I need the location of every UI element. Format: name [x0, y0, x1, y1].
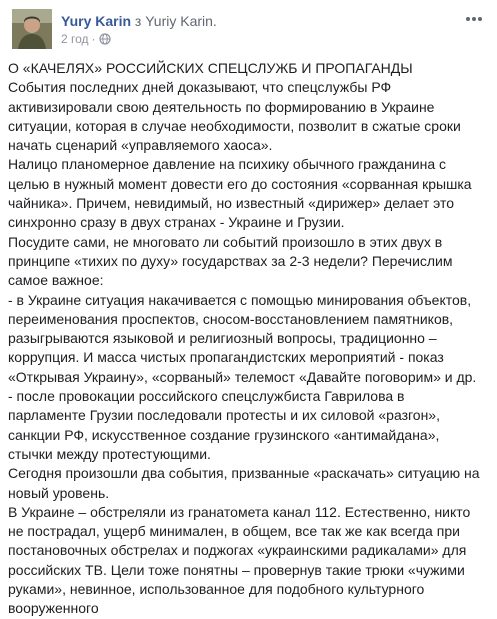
post-paragraph: - в Украине ситуация накачивается с помощью минирования объектов, переименования проспектов, сносом-восстановлением памятников, разыгрываются языковой и религиозный вопросы, традиционно – коррупция. И масса чистых пропагандистских мероприятий - показ «Открывая Украину», «сорваный» телемост «Давайте поговорим» и др. [8, 291, 477, 385]
post-text [8, 59, 490, 619]
post-author-line [61, 12, 217, 30]
post-paragraph: Посудите сами, не многовато ли событий произошло в этих двух в принципе «тихих по духу» государствах за 2-3 недели? Перечислим самое важное: [8, 233, 453, 289]
post-paragraph: - после провокации российского спецслужбиста Гаврилова в парламенте Грузии последовали протесты и их силовой «разгон», санкции РФ, искусственное создание грузинского «антимайдана», стычки между протестующими. [8, 388, 440, 462]
avatar-photo [12, 9, 52, 49]
post-paragraph: В Украине – обстреляли из гранатомета канал 112. Естественно, никто не пострадал, ущерб минимален, в общем, все так же как всегда при постановочных обстрелах и поджогах «украинскими радикалами» для российских ТВ. Цели тоже понятны – провернув такие трюки «чужими руками», невинное, использованное для подобного культурного вооруженного [8, 503, 471, 617]
post-meta [61, 31, 111, 49]
via-text: з [131, 13, 146, 29]
shared-from-link[interactable]: Yuriy Karin. [145, 13, 217, 29]
post-paragraph: Сегодня произошли два события, призванные «раскачать» ситуацию на новый уровень. [8, 465, 480, 501]
post-paragraph: О «КАЧЕЛЯХ» РОССИЙСКИХ СПЕЦСЛУЖБ И ПРОПАГАНДЫ События последних дней доказывают, что спецслужбы РФ активизировали свою деятельность по формированию в Украине ситуации, которая в случае необходимости, позволит в сжатые сроки начать сценарий «управляемого хаоса». [8, 60, 461, 154]
globe-icon[interactable] [99, 33, 111, 49]
meta-separator: · [91, 32, 96, 46]
post-timestamp[interactable]: 2 год [61, 32, 89, 46]
author-name-link[interactable]: Yury Karin [61, 13, 132, 29]
more-options-icon[interactable] [463, 12, 485, 26]
post-paragraph: Налицо планомерное давление на психику обычного гражданина с целью в нужный момент довести его до состояния «сорванная крышка чайника». Причем, невидимый, но известный «дирижер» делает это синхронно сразу в двух странах - Украине и Грузии. [8, 156, 472, 231]
avatar[interactable] [12, 9, 52, 49]
post-header [12, 8, 487, 52]
